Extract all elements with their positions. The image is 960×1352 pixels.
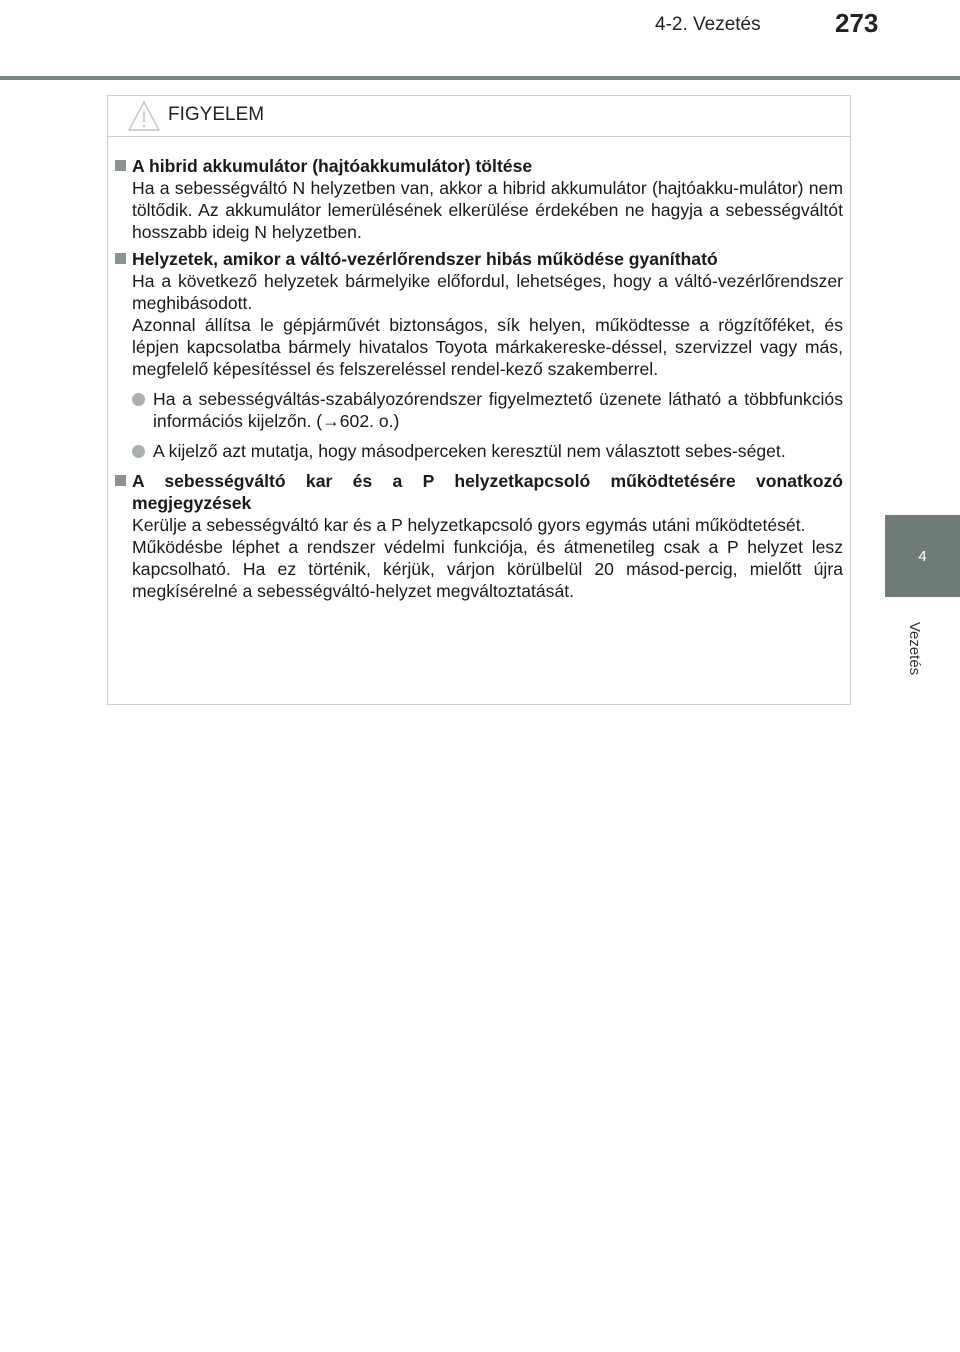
square-bullet-icon (115, 160, 126, 171)
paragraph: Működésbe léphet a rendszer védelmi funkciója, és átmenetileg csak a P helyzet lesz kapcsolható. Ha ez történik, kérjük, várjon körülbelül 20 másod-percig, mielőtt újra megkísérelné a sebességváltó-helyzet megváltoztatását. (132, 537, 843, 601)
chapter-tab (885, 515, 960, 597)
paragraph: Ha a következő helyzetek bármelyike előfordul, lehetséges, hogy a váltó-vezérlőrendszer meghibásodott. (132, 271, 843, 313)
circle-bullet-icon (132, 445, 145, 458)
section-heading (115, 470, 843, 514)
list-item-text: A kijelző azt mutatja, hogy másodperceken keresztül nem választott sebes-séget. (153, 441, 786, 461)
warning-header (108, 96, 850, 137)
paragraph: Ha a sebességváltó N helyzetben van, akkor a hibrid akkumulátor (hajtóakku-mulátor) nem töltődik. Az akkumulátor lemerülésének elkerülése érdekében ne hagyja a sebességváltót hosszabb ideig N helyzetben. (132, 178, 843, 242)
circle-bullet-icon (132, 393, 145, 406)
warning-title: FIGYELEM (168, 104, 265, 125)
warning-triangle-icon (127, 99, 161, 138)
paragraph: Kerülje a sebességváltó kar és a P helyzetkapcsoló gyors egymás utáni működtetését. (132, 515, 806, 535)
list-item (132, 388, 843, 432)
list-item-text: Ha a sebességváltás-szabályozórendszer figyelmeztető üzenete látható a többfunkciós információs kijelzőn. (→602. o.) (153, 389, 843, 431)
page-number: 273 (835, 8, 879, 38)
square-bullet-icon (115, 475, 126, 486)
square-bullet-icon (115, 253, 126, 264)
section-heading-text: A sebességváltó kar és a P helyzetkapcsoló működtetésére vonatkozó megjegyzések (132, 471, 843, 513)
section-heading-text: Helyzetek, amikor a váltó-vezérlőrendszer hibás működése gyanítható (132, 249, 718, 269)
section-shift-control-malfunction (115, 248, 843, 462)
chapter-side-label (900, 608, 930, 688)
list-item (132, 440, 843, 462)
warning-body (115, 155, 843, 602)
section-shift-lever-p-switch-notes (115, 470, 843, 602)
chapter-side-label-text: Vezetés (906, 621, 924, 675)
section-heading (115, 155, 843, 177)
section-heading (115, 248, 843, 270)
paragraph: Azonnal állítsa le gépjárművét biztonságos, sík helyen, működtesse a rögzítőféket, és lépjen kapcsolatba bármely hivatalos Toyota márkakereske-déssel, szervizzel vagy más, megfelelő képesítéssel és felszereléssel rendel-kező szakemberrel. (132, 315, 843, 379)
section-hybrid-battery-charging (115, 155, 843, 243)
section-heading-text: A hibrid akkumulátor (hajtóakkumulátor) töltése (132, 156, 533, 176)
header-divider (0, 76, 960, 80)
header-section-title: 4-2. Vezetés (655, 14, 761, 35)
warning-box (107, 95, 851, 705)
chapter-tab-number: 4 (918, 547, 927, 565)
